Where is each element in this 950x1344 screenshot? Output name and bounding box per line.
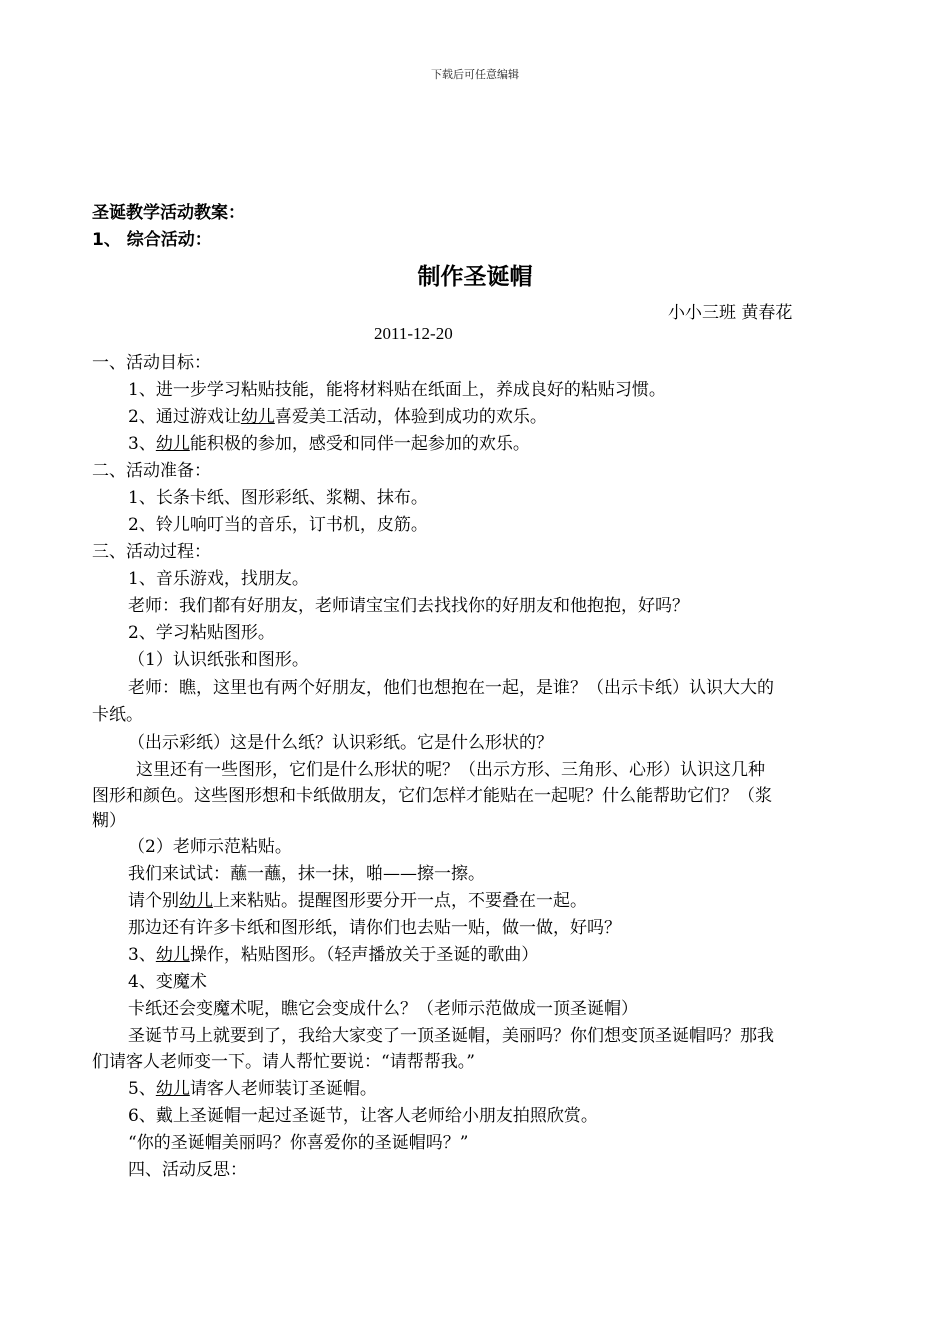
text-span: 那边还有许多卡纸和图形纸，请你们也去贴一贴，做一做，好吗？ [128, 918, 621, 938]
underlined-term: 幼儿 [155, 1079, 190, 1099]
text-span: 请个别 [128, 891, 179, 911]
text-span: （2）老师示范粘贴。 [128, 837, 292, 857]
text-span: 我们来试试：蘸一蘸，抹一抹，啪——擦一擦。 [128, 864, 485, 884]
text-span: 三、活动过程： [92, 542, 211, 562]
text-span: 老师：我们都有好朋友，老师请宝宝们去找找你的好朋友和他抱抱，好吗？ [128, 596, 689, 616]
body-line [128, 996, 638, 1022]
text-span: 上来粘贴。提醒图形要分开一点，不要叠在一起。 [213, 891, 587, 911]
date-line: 2011-12-20 [374, 324, 453, 343]
text-span: 1、音乐游戏，找朋友。 [128, 569, 309, 589]
underlined-term: 幼儿 [155, 434, 190, 454]
body-line [128, 942, 538, 968]
body-line [128, 512, 428, 538]
body-line [92, 350, 211, 376]
text-span: 5、 [128, 1079, 156, 1099]
body-line [92, 458, 211, 484]
text-span: 2、通过游戏让 [128, 407, 241, 427]
body-line [128, 861, 485, 887]
underlined-term: 幼儿 [179, 891, 213, 911]
text-span: 这里还有一些图形，它们是什么形状的呢？（出示方形、三角形、心形）认识这几种 [136, 760, 765, 780]
body-line [128, 915, 621, 941]
text-span: 操作，粘贴图形。（轻声播放关于圣诞的歌曲） [189, 945, 539, 965]
text-span: 卡纸还会变魔术呢，瞧它会变成什么？（老师示范做成一顶圣诞帽） [128, 999, 638, 1019]
section-heading: 1、 综合活动： [92, 230, 212, 250]
text-span: 1、进一步学习粘贴技能，能将材料贴在纸面上，养成良好的粘贴习惯。 [128, 380, 666, 400]
body-line [128, 593, 689, 619]
body-line [128, 675, 774, 701]
text-span: 4、变魔术 [128, 972, 207, 992]
body-line [128, 620, 275, 646]
header-note: 下载后可任意编辑 [431, 68, 519, 81]
text-span: 二、活动准备： [92, 461, 211, 481]
text-span: 请客人老师装订圣诞帽。 [189, 1079, 377, 1099]
text-span: 老师：瞧，这里也有两个好朋友，他们也想抱在一起，是谁？（出示卡纸）认识大大的 [128, 678, 774, 698]
body-line [128, 888, 587, 914]
text-span: （出示彩纸）这是什么纸？认识彩纸。它是什么形状的？ [128, 733, 553, 753]
text-span: 1、长条卡纸、图形彩纸、浆糊、抹布。 [128, 488, 428, 508]
body-line [128, 969, 207, 995]
page-title: 制作圣诞帽 [417, 264, 533, 290]
body-line [128, 404, 547, 430]
text-span: 圣诞节马上就要到了，我给大家变了一顶圣诞帽，美丽吗？你们想变顶圣诞帽吗？那我 [128, 1026, 774, 1046]
underlined-term: 幼儿 [240, 407, 275, 427]
body-line [128, 647, 309, 673]
body-line [128, 566, 309, 592]
body-line [128, 1023, 774, 1049]
body-line [92, 783, 772, 809]
body-line [128, 377, 666, 403]
text-span: 3、 [128, 434, 156, 454]
text-span: 图形和颜色。这些图形想和卡纸做朋友，它们怎样才能贴在一起呢？什么能帮助它们？（浆 [92, 786, 772, 806]
body-line [92, 1049, 475, 1075]
body-line [128, 1103, 598, 1129]
text-span: 2、学习粘贴图形。 [128, 623, 275, 643]
body-line [128, 485, 428, 511]
body-line [92, 539, 211, 565]
body-line [128, 834, 292, 860]
author-line: 小小三班 黄春花 [668, 303, 793, 323]
body-line [128, 1157, 247, 1183]
text-span: 们请客人老师变一下。请人帮忙要说：“请帮帮我。” [92, 1052, 475, 1072]
text-span: 3、 [128, 945, 156, 965]
text-span: 卡纸。 [92, 705, 143, 725]
body-line [128, 1130, 468, 1156]
body-line [136, 757, 765, 783]
text-span: 一、活动目标： [92, 353, 211, 373]
underlined-term: 幼儿 [155, 945, 190, 965]
body-line [92, 808, 126, 834]
text-span: 糊） [92, 811, 126, 831]
text-span: 2、铃儿响叮当的音乐，订书机，皮筋。 [128, 515, 428, 535]
text-span: “你的圣诞帽美丽吗？你喜爱你的圣诞帽吗？” [128, 1133, 469, 1153]
text-span: 6、戴上圣诞帽一起过圣诞节，让客人老师给小朋友拍照欣赏。 [128, 1106, 598, 1126]
text-span: 喜爱美工活动，体验到成功的欢乐。 [274, 407, 547, 427]
text-span: 能积极的参加，感受和同伴一起参加的欢乐。 [189, 434, 530, 454]
body-line [128, 1076, 377, 1102]
body-line [92, 702, 143, 728]
body-line [128, 730, 553, 756]
text-span: （1）认识纸张和图形。 [128, 650, 309, 670]
body-line [128, 431, 530, 457]
doc-heading: 圣诞教学活动教案： [92, 203, 245, 223]
text-span: 四、活动反思： [128, 1160, 247, 1180]
